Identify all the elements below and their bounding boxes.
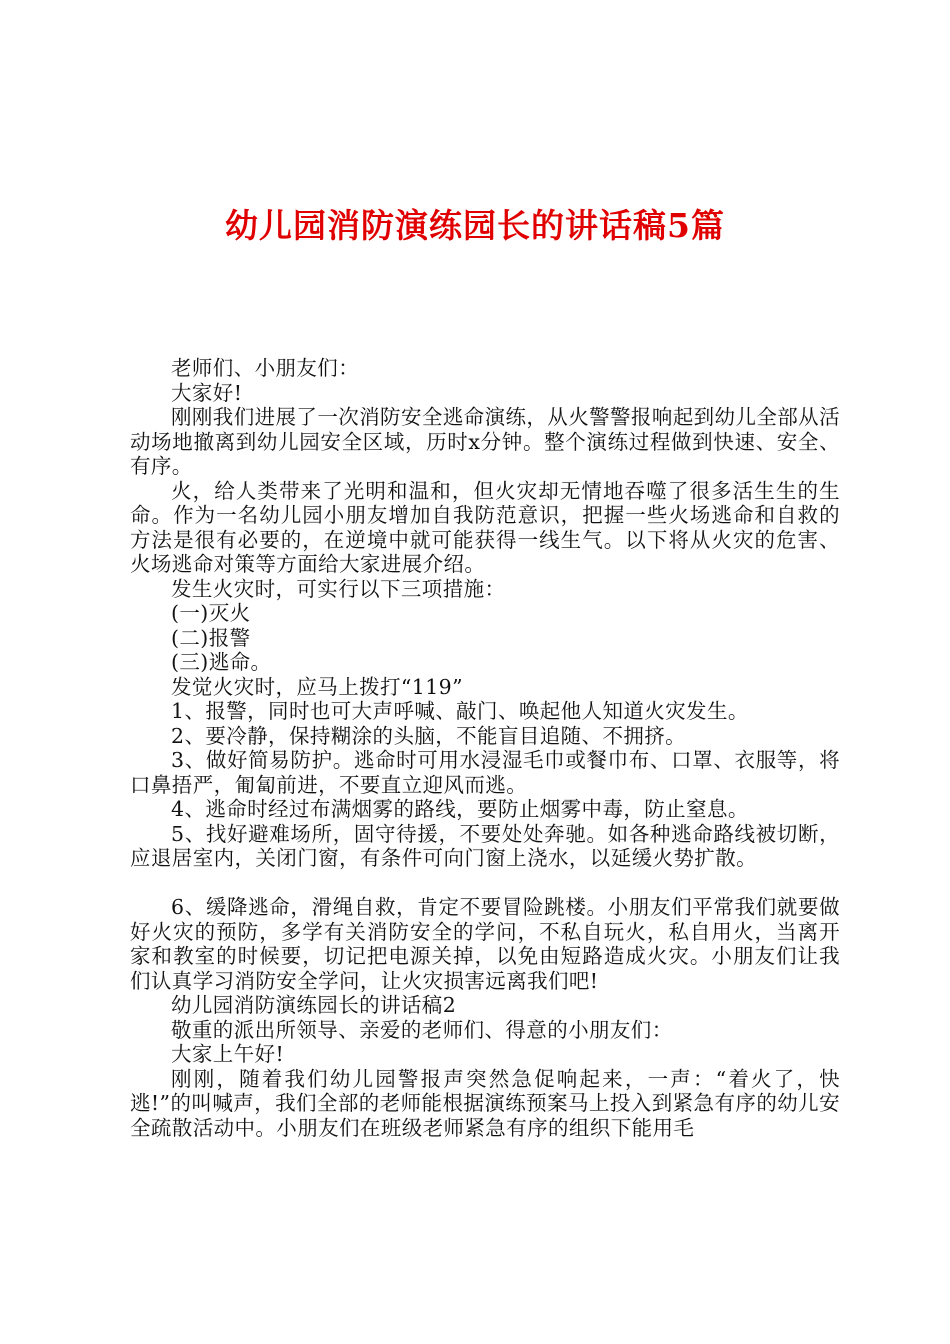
list-item: (二)报警 (171, 625, 251, 650)
paragraph: 刚刚，随着我们幼儿园警报声突然急促响起来，一声：“着火了，快逃!”的叫喊声，我们全部的老师能根据演练预案马上投入到紧急有序的幼儿安全疏散活动中。小朋友们在班级老师紧急有序的组织下能用毛 (130, 1066, 840, 1140)
section-heading: 幼儿园消防演练园长的讲话稿2 (171, 993, 457, 1017)
list-item: 2、要冷静，保持糊涂的头脑，不能盲目追随、不拥挤。 (171, 723, 687, 748)
paragraph: 火，给人类带来了光明和温和，但火灾却无情地吞噬了很多活生生的生命。作为一名幼儿园小朋友增加自我防范意识，把握一些火场逃命和自救的方法是很有必要的，在逆境中就可能获得一线生气。以下将从火灾的危害、火场逃命对策等方面给大家进展介绍。 (130, 478, 840, 576)
paragraph-greeting: 老师们、小朋友们： (171, 356, 360, 380)
paragraph: 大家好! (171, 380, 243, 405)
list-item: (三)逃命。 (171, 650, 272, 674)
document-body (130, 356, 840, 1140)
paragraph: 大家上午好! (171, 1042, 285, 1066)
list-item: 5、找好避难场所，固守待援，不要处处奔驰。如各种逃命路线被切断，应退居室内，关闭门窗，有条件可向门窗上浇水，以延缓火势扩散。 (130, 821, 840, 870)
list-item: 3、做好简易防护。逃命时可用水浸湿毛巾或餐巾布、口罩、衣服等，将口鼻捂严，匍匐前进，不要直立迎风而逃。 (130, 748, 840, 797)
paragraph: 刚刚我们进展了一次消防安全逃命演练，从火警警报响起到幼儿全部从活动场地撤离到幼儿园安全区域，历时x分钟。整个演练过程做到快速、安全、有序。 (130, 405, 840, 478)
list-item: 4、逃命时经过布满烟雾的路线，要防止烟雾中毒，防止窒息。 (171, 797, 749, 821)
list-item: 6、缓降逃命，滑绳自救，肯定不要冒险跳楼。小朋友们平常我们就要做好火灾的预防，多学有关消防安全的学问，不私自玩火，私自用火，当离开家和教室的时候要，切记把电源关掉，以免由短路造成火灾。小朋友们让我们认真学习消防安全学问，让火灾损害远离我们吧! (130, 895, 840, 993)
document-title: 幼儿园消防演练园长的讲话稿5篇 (225, 206, 725, 245)
paragraph: 发觉火灾时，应马上拨打“119” (171, 674, 463, 699)
list-item: 1、报警，同时也可大声呼喊、敲门、唤起他人知道火灾发生。 (171, 699, 749, 723)
paragraph: 发生火灾时，可实行以下三项措施： (171, 576, 506, 601)
paragraph-greeting: 敬重的派出所领导、亲爱的老师们、得意的小朋友们： (171, 1017, 673, 1042)
list-item: (一)灭火 (171, 601, 251, 625)
